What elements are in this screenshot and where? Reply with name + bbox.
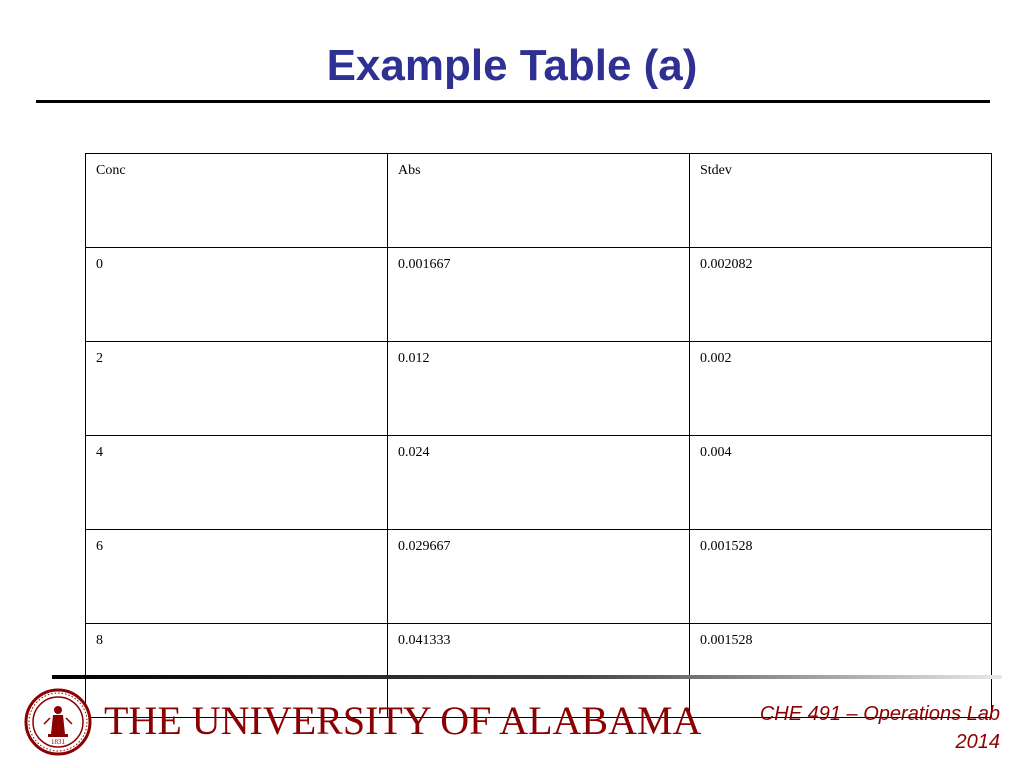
table-row: [86, 248, 992, 342]
table-row: [86, 342, 992, 436]
course-year: 2014: [955, 731, 1000, 753]
table-cell: 6: [86, 530, 388, 624]
university-seal-icon: [24, 688, 92, 756]
table-cell: 0.001667: [388, 248, 690, 342]
table-cell: 2: [86, 342, 388, 436]
table-cell: 4: [86, 436, 388, 530]
table-cell: 8: [86, 624, 388, 718]
svg-text:1831: 1831: [51, 738, 65, 746]
table-cell: 0: [86, 248, 388, 342]
slide-title: Example Table (a): [326, 41, 698, 90]
university-name: THE UNIVERSITY OF ALABAMA: [104, 698, 702, 743]
table-header-cell: Stdev: [690, 154, 992, 248]
course-title: CHE 491 – Operations Lab: [759, 703, 1000, 725]
table-cell: 0.002: [690, 342, 992, 436]
table-cell: 0.004: [690, 436, 992, 530]
table-cell: 0.001528: [690, 530, 992, 624]
table-cell: 0.041333: [388, 624, 690, 718]
title-divider: [36, 100, 990, 103]
table-cell: 0.001528: [690, 624, 992, 718]
table-cell: 0.029667: [388, 530, 690, 624]
table-header-row: [86, 154, 992, 248]
table-row: [86, 436, 992, 530]
table-cell: 0.012: [388, 342, 690, 436]
data-table: [85, 153, 992, 718]
table-header-cell: Abs: [388, 154, 690, 248]
table-cell: 0.002082: [690, 248, 992, 342]
table-header-cell: Conc: [86, 154, 388, 248]
table-cell: 0.024: [388, 436, 690, 530]
table-row: [86, 530, 992, 624]
footer-divider: [52, 675, 1002, 679]
course-label: [680, 700, 1000, 756]
